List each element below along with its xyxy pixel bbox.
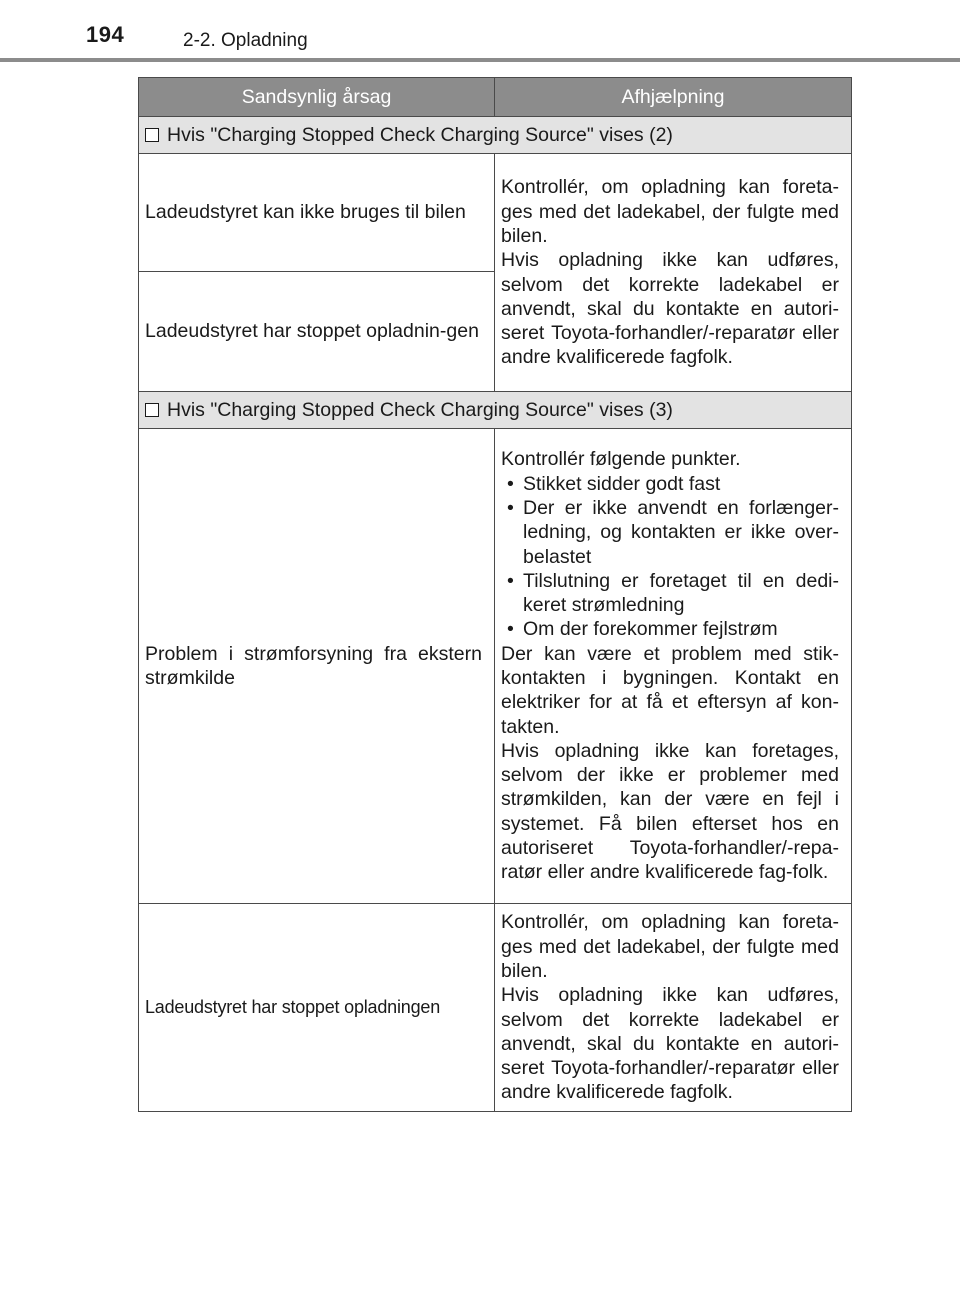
header-rule [0,58,960,62]
cause-cell [139,429,495,904]
list-item: • Om der forekommer fejlstrøm [501,617,839,641]
page-header [0,0,960,62]
list-item: • Stikket sidder godt fast [501,472,839,496]
section-title-3 [139,392,852,429]
remedy-paragraph: Hvis opladning ikke kan udføres, selvom det korrekte ladekabel er anvendt, skal du kontakte en autori-seret Toyota-forhandler/-reparatør eller andre kvalificerede fagfolk. [501,984,839,1104]
remedy-paragraph: Kontrollér, om opladning kan foreta-ges med det ladekabel, der fulgte med bilen. [501,176,839,247]
checkbox-icon [145,403,159,417]
checkbox-icon [145,128,159,142]
table-header-row [139,78,852,117]
section-row [139,392,852,429]
section-title: 2-2. Opladning [183,30,308,51]
page-number: 194 [86,22,125,47]
section-title-2 [139,117,852,154]
checklist [501,472,839,642]
remedy-paragraph: Der kan være et problem med stik-kontakten i bygningen. Kontakt en elektriker for at få et eftersyn af kon-takten. [501,642,839,738]
list-item: • Tilslutning er foretaget til en dedi-keret strømledning [501,569,839,618]
cause-text: Ladeudstyret har stoppet opladningen [145,997,441,1018]
remedy-cell [495,429,852,904]
remedy-cell [495,154,852,392]
section-row [139,117,852,154]
remedy-intro: Kontrollér følgende punkter. [501,448,741,471]
troubleshooting-table [138,77,852,1112]
cause-text: Problem i strømforsyning fra ekstern strømkilde [145,642,482,689]
list-item: • Der er ikke anvendt en forlænger-ledning, og kontakten er ikke over-belastet [501,496,839,569]
table-row [139,154,852,272]
cause-cell [139,272,495,392]
column-header-cause: Sandsynlig årsag [139,78,495,117]
cause-text: Ladeudstyret kan ikke bruges til bilen [145,201,466,224]
remedy-cell [495,904,852,1112]
remedy-paragraph: Hvis opladning ikke kan foretages, selvom der ikke er problemer med strømkilden, kan der være en fejl i systemet. Få bilen efterset hos en autoriseret Toyota-forhandler/-repa-ratør eller andre kvalificerede fag-folk. [501,739,839,884]
section-title-text: Hvis "Charging Stopped Check Charging Source" vises (3) [167,398,673,421]
cause-text: Ladeudstyret har stoppet opladnin-gen [145,320,479,343]
column-header-remedy: Afhjælpning [495,78,852,117]
section-title-text: Hvis "Charging Stopped Check Charging Source" vises (2) [167,123,673,146]
remedy-paragraph: Kontrollér, om opladning kan foreta-ges med det ladekabel, der fulgte med bilen. [501,911,839,982]
table-row [139,904,852,1112]
cause-cell [139,154,495,272]
table-row [139,429,852,904]
cause-cell [139,904,495,1112]
remedy-paragraph: Hvis opladning ikke kan udføres, selvom det korrekte ladekabel er anvendt, skal du kontakte en autori-seret Toyota-forhandler/-reparatør eller andre kvalificerede fagfolk. [501,249,839,369]
